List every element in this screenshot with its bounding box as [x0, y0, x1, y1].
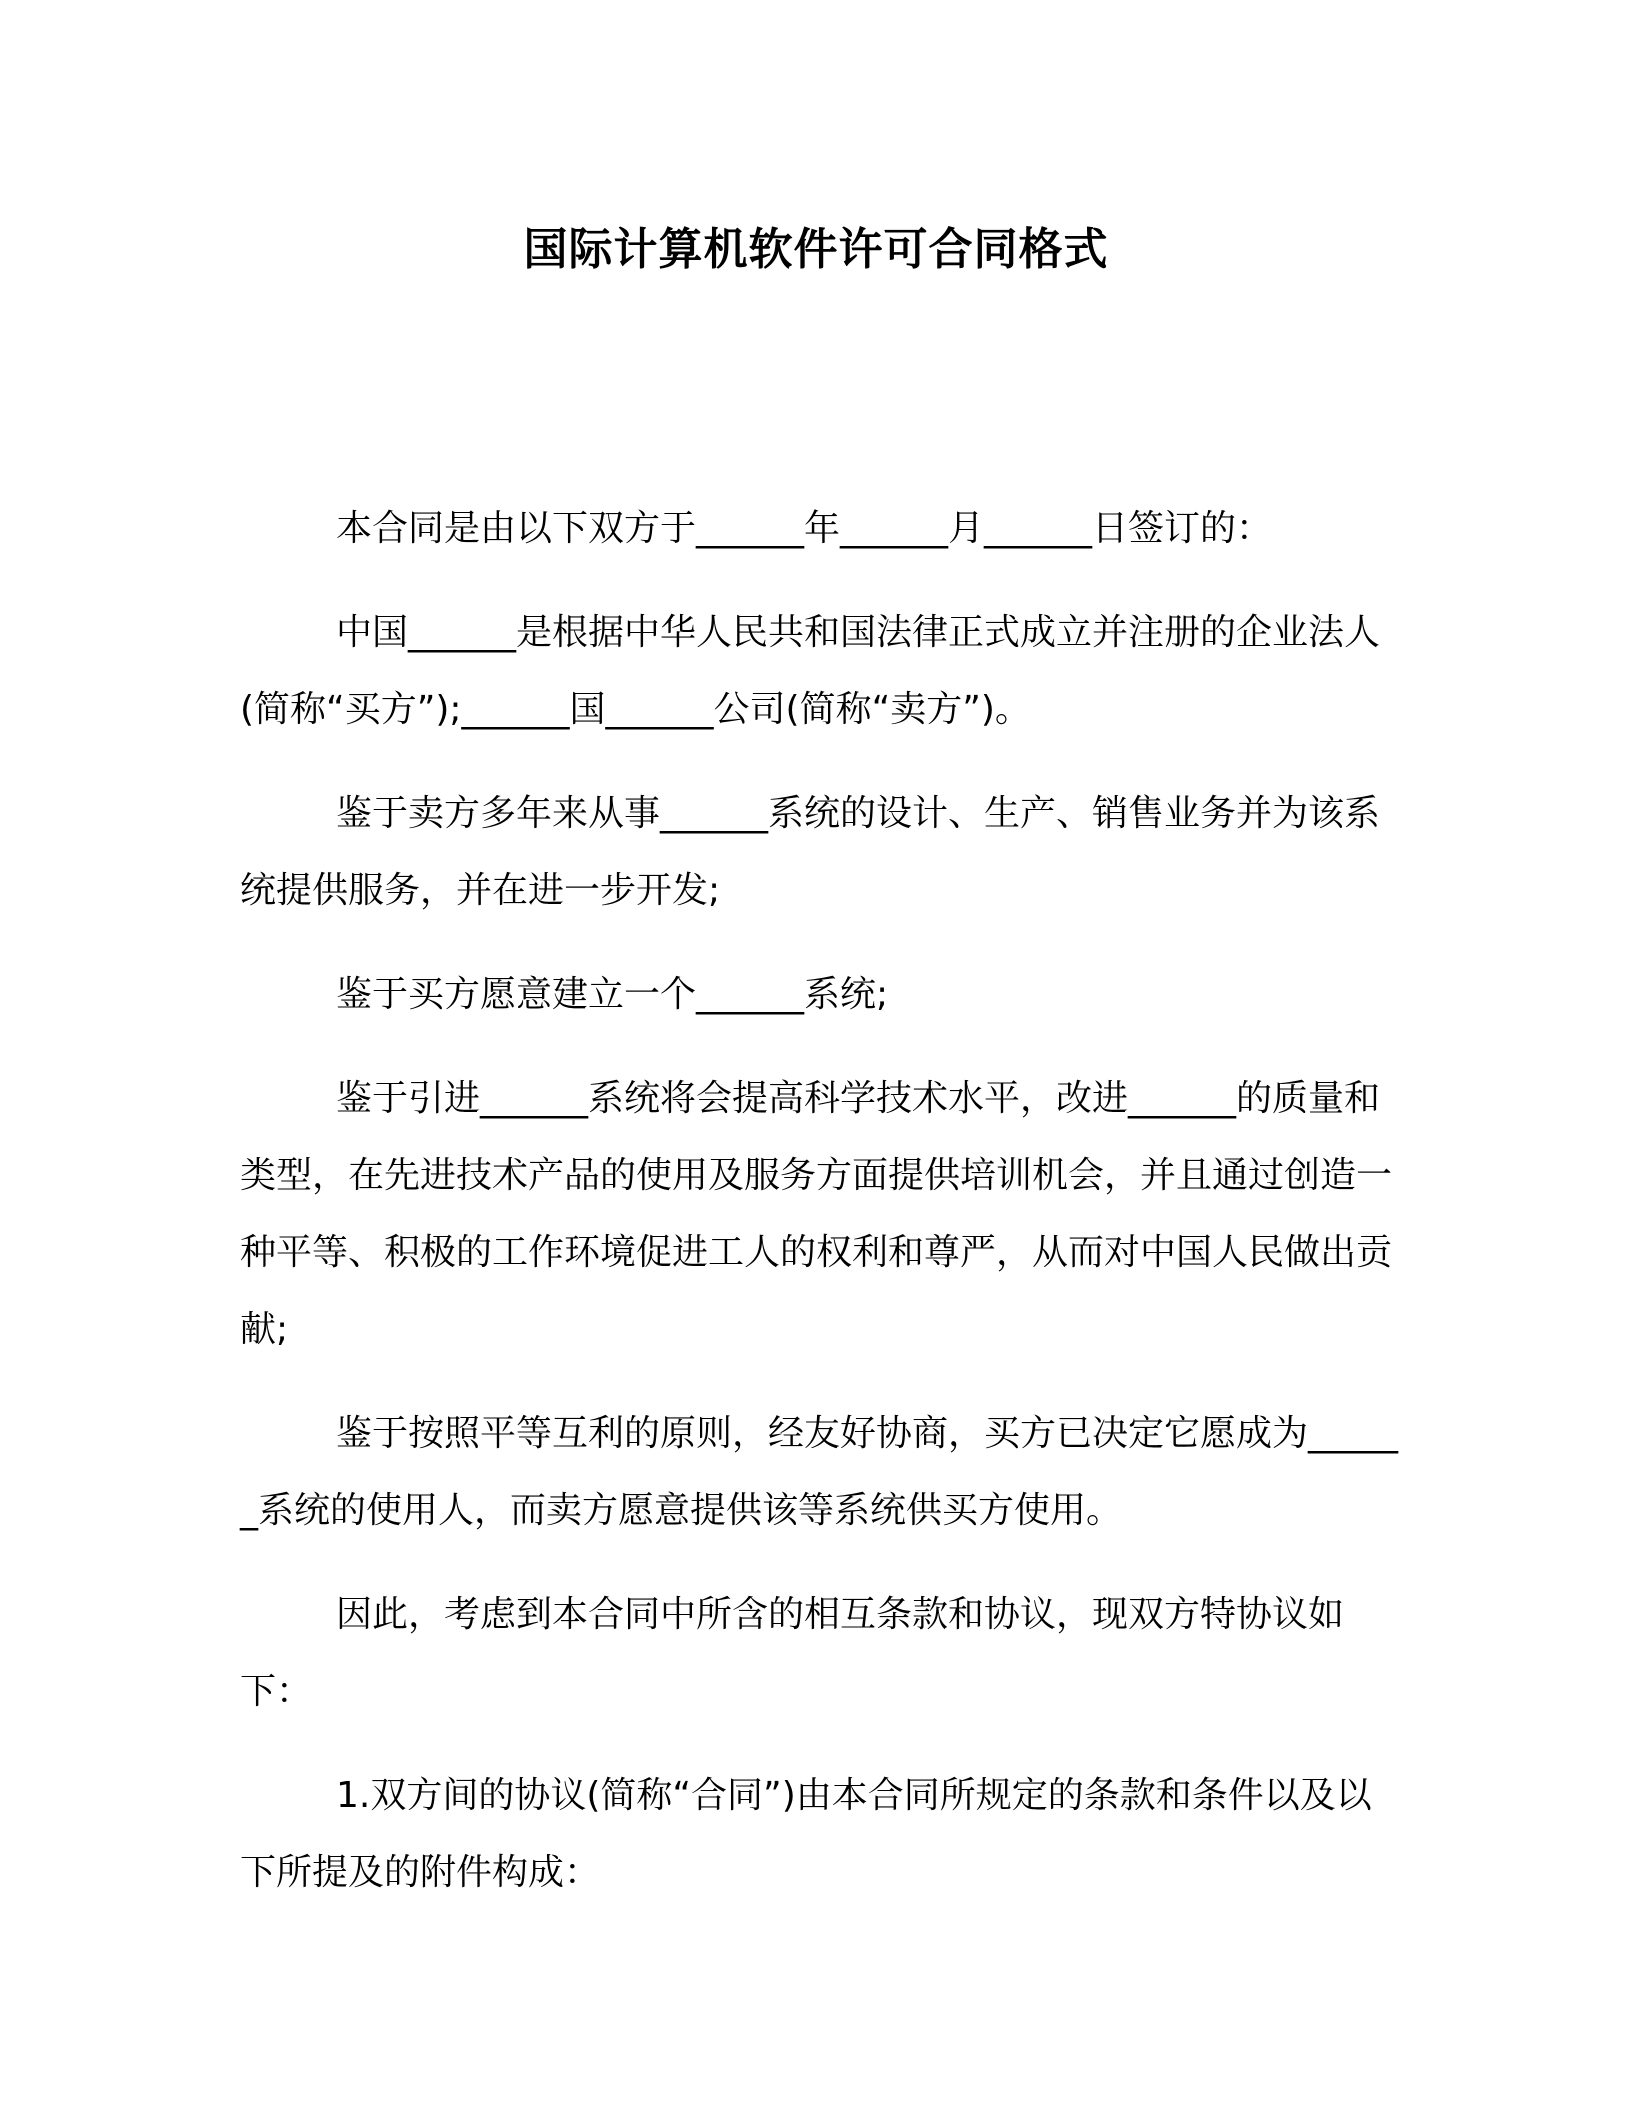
paragraph-parties: 中国______是根据中华人民共和国法律正式成立并注册的企业法人(简称“买方”);______国______公司(简称“卖方”)。 [240, 612, 1381, 730]
paragraph-seller-background: 鉴于卖方多年来从事______系统的设计、生产、销售业务并为该系统提供服务，并在进一步开发; [240, 793, 1381, 911]
document-body [240, 490, 1400, 1938]
paragraph-clause-1: 1.双方间的协议(简称“合同”)由本合同所规定的条款和条件以及以下所提及的附件构成： [240, 1775, 1372, 1893]
paragraph-signing-date: 本合同是由以下双方于______年______月______日签订的： [336, 508, 1273, 549]
document-title: 国际计算机软件许可合同格式 [523, 224, 1109, 275]
paragraph-buyer-intent: 鉴于买方愿意建立一个______系统; [336, 974, 889, 1015]
paragraph-mutual-benefit: 鉴于按照平等互利的原则，经友好协商，买方已决定它愿成为______系统的使用人，而卖方愿意提供该等系统供买方使用。 [240, 1413, 1399, 1531]
paragraph-benefits: 鉴于引进______系统将会提高科学技术水平，改进______的质量和类型，在先进技术产品的使用及服务方面提供培训机会，并且通过创造一种平等、积极的工作环境促进工人的权利和尊严，从而对中国人民做出贡献; [240, 1078, 1393, 1350]
paragraph-agreement-intro: 因此，考虑到本合同中所含的相互条款和协议，现双方特协议如下： [240, 1594, 1345, 1712]
